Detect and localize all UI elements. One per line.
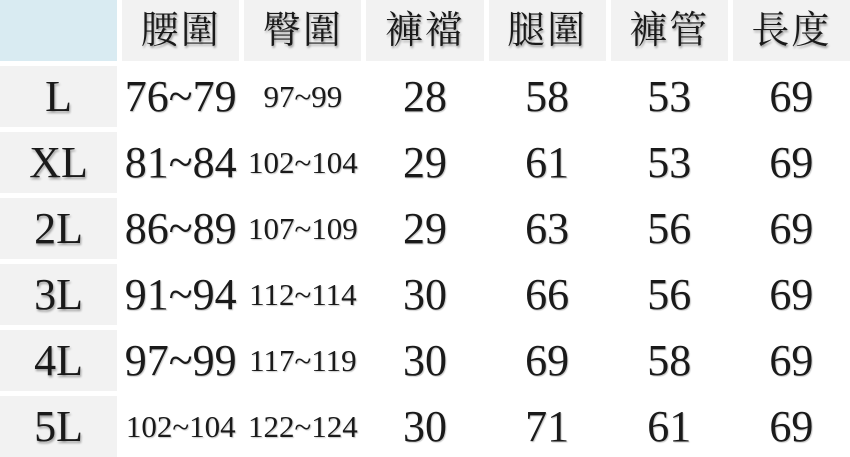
table-cell: 30 [366, 396, 483, 457]
table-cell: 58 [489, 66, 606, 127]
size-label: 5L [0, 396, 117, 457]
column-header: 臀圍 [244, 0, 361, 61]
table-cell: 56 [611, 264, 728, 325]
table-cell: 69 [733, 396, 850, 457]
size-label: XL [0, 132, 117, 193]
table-cell: 29 [366, 132, 483, 193]
table-cell: 102~104 [122, 396, 239, 457]
table-cell: 28 [366, 66, 483, 127]
column-header: 長度 [733, 0, 850, 61]
size-label: L [0, 66, 117, 127]
table-cell: 117~119 [244, 330, 361, 391]
table-cell: 30 [366, 264, 483, 325]
table-cell: 61 [489, 132, 606, 193]
table-cell: 107~109 [244, 198, 361, 259]
table-cell: 97~99 [244, 66, 361, 127]
column-header: 褲襠 [366, 0, 483, 61]
table-cell: 30 [366, 330, 483, 391]
table-cell: 69 [733, 198, 850, 259]
table-cell: 102~104 [244, 132, 361, 193]
table-cell: 56 [611, 198, 728, 259]
table-cell: 97~99 [122, 330, 239, 391]
table-cell: 29 [366, 198, 483, 259]
table-cell: 81~84 [122, 132, 239, 193]
table-cell: 53 [611, 132, 728, 193]
table-cell: 53 [611, 66, 728, 127]
table-cell: 69 [733, 66, 850, 127]
column-header: 腿圍 [489, 0, 606, 61]
table-cell: 61 [611, 396, 728, 457]
corner-cell [0, 0, 117, 61]
column-header: 褲管 [611, 0, 728, 61]
table-cell: 63 [489, 198, 606, 259]
size-label: 2L [0, 198, 117, 259]
table-cell: 69 [489, 330, 606, 391]
table-cell: 112~114 [244, 264, 361, 325]
table-cell: 58 [611, 330, 728, 391]
table-cell: 91~94 [122, 264, 239, 325]
table-cell: 71 [489, 396, 606, 457]
table-cell: 69 [733, 132, 850, 193]
table-cell: 122~124 [244, 396, 361, 457]
size-label: 3L [0, 264, 117, 325]
column-header: 腰圍 [122, 0, 239, 61]
table-cell: 69 [733, 330, 850, 391]
table-cell: 69 [733, 264, 850, 325]
size-label: 4L [0, 330, 117, 391]
table-cell: 86~89 [122, 198, 239, 259]
table-cell: 76~79 [122, 66, 239, 127]
table-cell: 66 [489, 264, 606, 325]
